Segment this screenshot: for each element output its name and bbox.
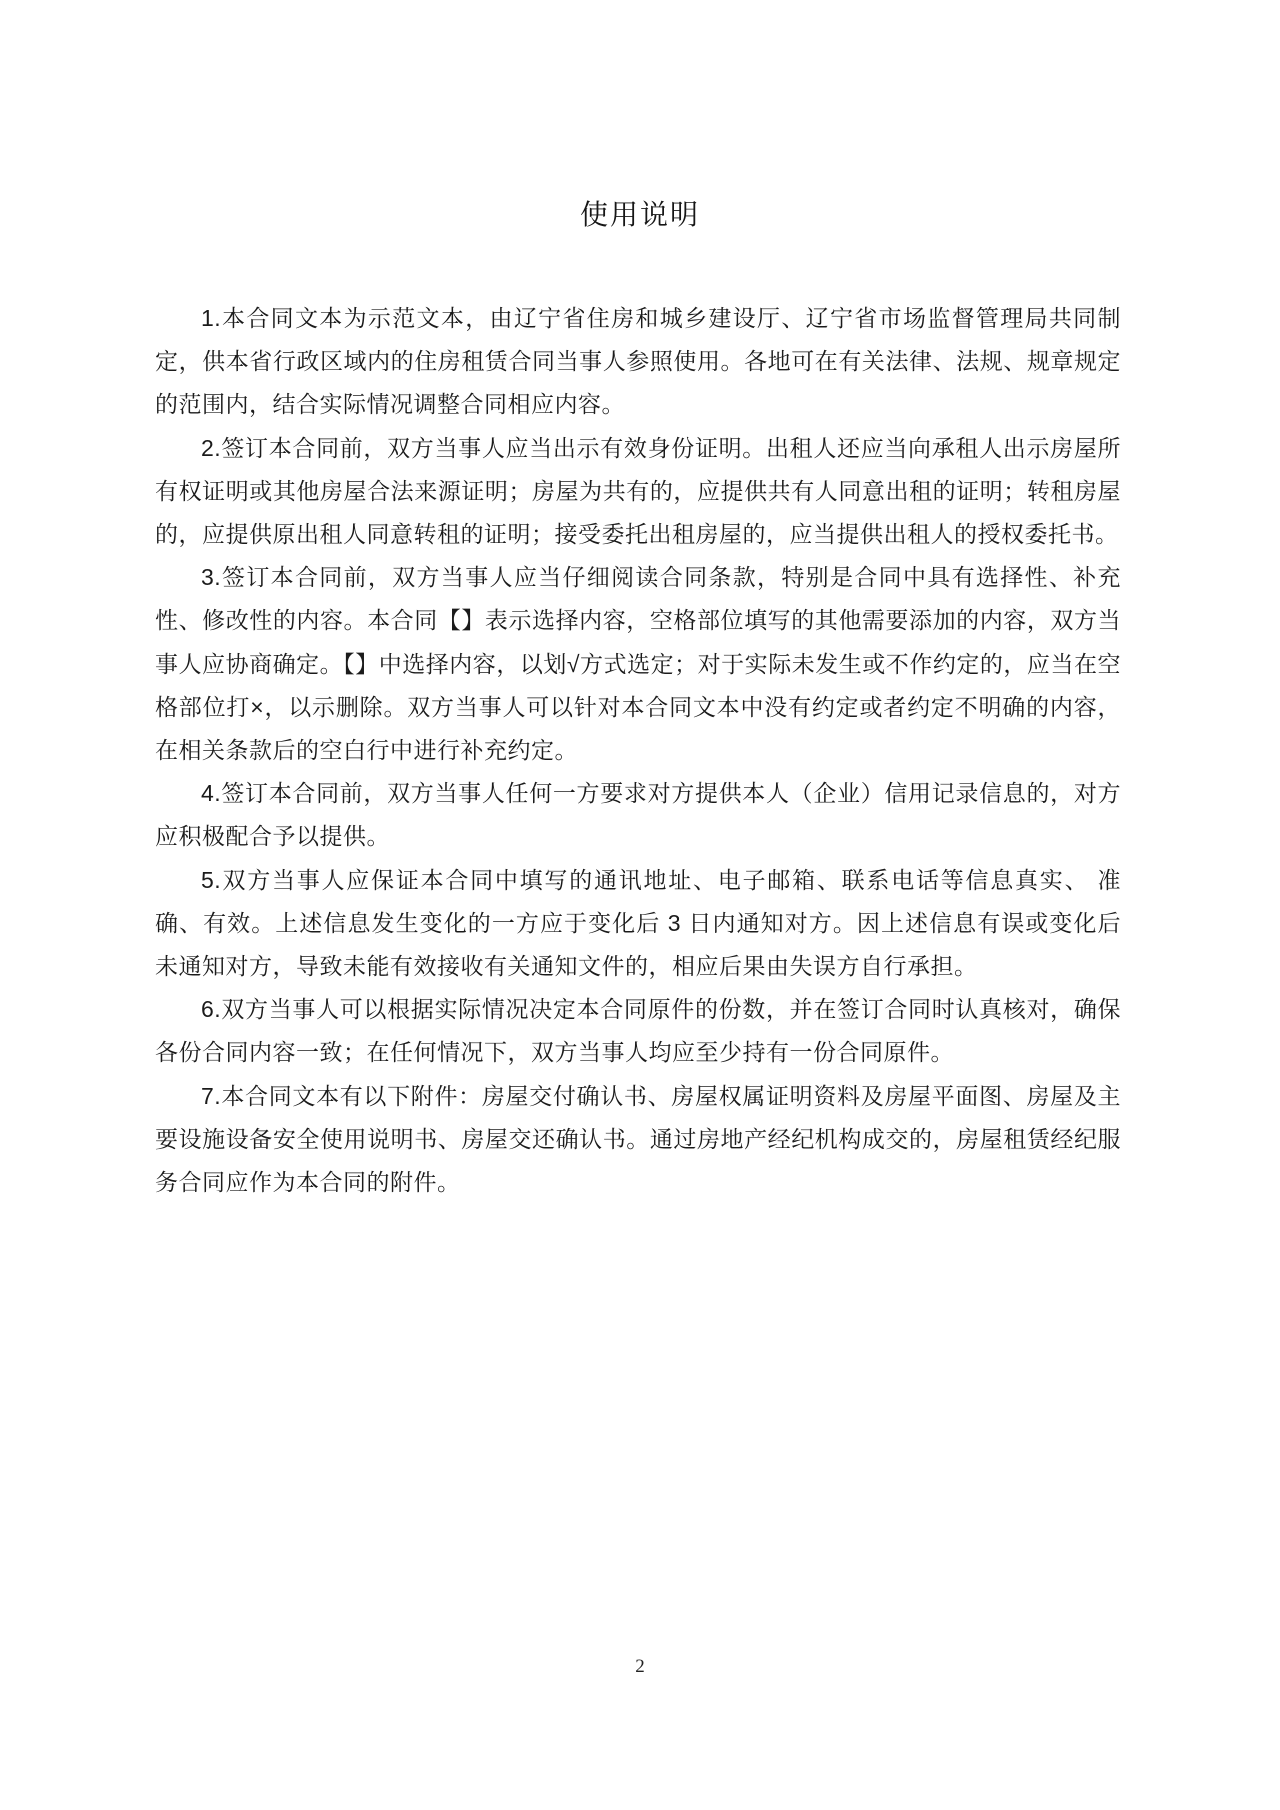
page-number: 2: [635, 1656, 645, 1677]
paragraph: 4.签订本合同前，双方当事人任何一方要求对方提供本人（企业）信用记录信息的，对方应积极配合予以提供。: [155, 780, 1121, 850]
paragraph: 5.双方当事人应保证本合同中填写的通讯地址、电子邮箱、联系电话等信息真实、 准确、有效。上述信息发生变化的一方应于变化后 3 日内通知对方。因上述信息有误或变化后未通知对方，导致未能有效接收有关通知文件的，相应后果由失误方自行承担。: [155, 866, 1121, 980]
document-body: [155, 297, 1121, 1204]
paragraph: 7.本合同文本有以下附件：房屋交付确认书、房屋权属证明资料及房屋平面图、房屋及主要设施设备安全使用说明书、房屋交还确认书。通过房地产经纪机构成交的，房屋租赁经纪服务合同应作为本合同的附件。: [155, 1082, 1121, 1196]
paragraph: 2.签订本合同前，双方当事人应当出示有效身份证明。出租人还应当向承租人出示房屋所有权证明或其他房屋合法来源证明；房屋为共有的，应提供共有人同意出租的证明；转租房屋的，应提供原出租人同意转租的证明；接受委托出租房屋的，应当提供出租人的授权委托书。: [155, 434, 1121, 548]
paragraph: 6.双方当事人可以根据实际情况决定本合同原件的份数，并在签订合同时认真核对，确保各份合同内容一致；在任何情况下，双方当事人均应至少持有一份合同原件。: [155, 996, 1121, 1066]
paragraph: 1.本合同文本为示范文本，由辽宁省住房和城乡建设厅、辽宁省市场监督管理局共同制定，供本省行政区域内的住房租赁合同当事人参照使用。各地可在有关法律、法规、规章规定的范围内，结合实际情况调整合同相应内容。: [155, 305, 1121, 418]
paragraph: 3.签订本合同前，双方当事人应当仔细阅读合同条款，特别是合同中具有选择性、补充性、修改性的内容。本合同【】表示选择内容，空格部位填写的其他需要添加的内容，双方当事人应协商确定。【】中选择内容，以划√方式选定；对于实际未发生或不作约定的，应当在空格部位打×，以示删除。双方当事人可以针对本合同文本中没有约定或者约定不明确的内容，在相关条款后的空白行中进行补充约定。: [155, 564, 1121, 764]
document-title: 使用说明: [579, 199, 700, 230]
